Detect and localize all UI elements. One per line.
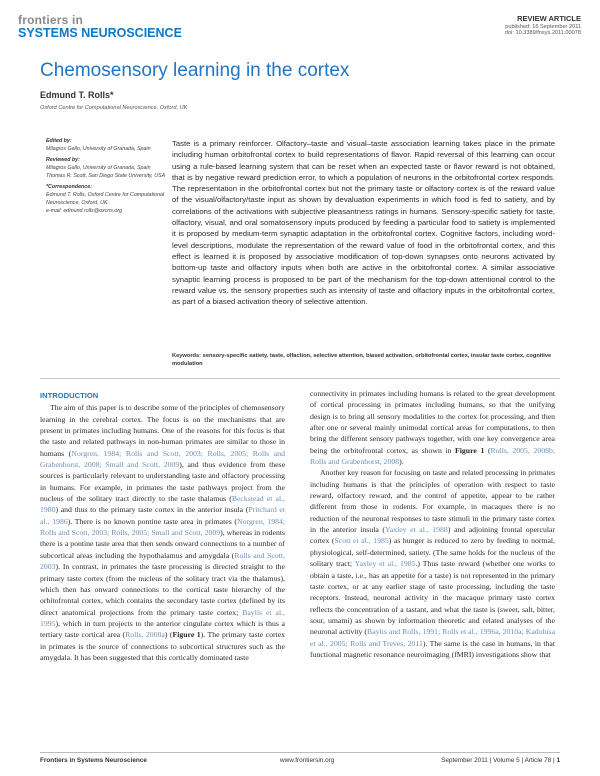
paragraph-1: The aim of this paper is to describe some of the principles of chemosensory learning in the cerebral cortex. The focus is on the mechanisms that are present in primates including humans. One of the reasons for this focus is that the taste and related pathways in non-human primates are similar to those in humans (Norgren, 1984; Rolls and Scott, 2003; Rolls, 2005; Rolls and Grabenhorst, 2008; Small and Scott, 2009), and thus evidence from these sources is particularly relevant to understanding taste and olfactory processing in humans. For example, in primates the taste pathways project from the nucleus of the solitary tract directly to the taste thalamus (Beckstead et al., 1980) and thus to the primary taste cortex in the anterior insula (Pritchard et al., 1986). There is no known pontine taste area in primates (Norgren, 1984; Rolls and Scott, 2003; Rolls, 2005; Small and Scott, 2009), whereas in rodents there is a pontine taste area that then sends onward connections to a number of subcortical areas including the hypothalamus and amygdala (Rolls and Scott, 2003). In contrast, in primates the taste processing is directed straight to the primary taste cortex (from the nucleus of the solitary tract via the thalamus), which then has onward connections to the cortical taste hierarchy of the orbitofrontal cortex, which contains the secondary taste cortex (defined by its direct anatomical projections from the primary taste cortex; Baylis et al., 1995), which in turn projects to the anterior cingulate cortex which is thus a tertiary taste cortical area (Rolls, 2008a) (Figure 1). The primary taste cortex in primates is the source of connections to subcortical structures such as the amygdala. It has been suggested that this cortically dominated taste bbox=[40, 403, 286, 662]
published-date: published: 16 September 2011 bbox=[505, 23, 581, 30]
citation-link[interactable]: Norgren, 1984; Rolls and Scott, 2003; Rolls, 2005; Rolls and Grabenhorst, 2008; Small and Scott, 2009 bbox=[40, 448, 285, 470]
editor-name: Milagros Gallo, University of Granada, Spain bbox=[46, 145, 151, 152]
footer-journal: Frontiers in Systems Neuroscience bbox=[40, 757, 147, 764]
keywords bbox=[172, 352, 555, 368]
citation-link[interactable]: Rolls, 2005, 2008b; Rolls and Grabenhorst, 2008 bbox=[310, 445, 555, 467]
editorial-sidebar bbox=[46, 138, 166, 218]
reviewed-by-label: Reviewed by: bbox=[46, 156, 80, 163]
citation-link[interactable]: Yaxley et al., 1988 bbox=[384, 525, 448, 535]
citation-link[interactable]: Beckstead et al., 1980 bbox=[40, 494, 285, 515]
footer-url[interactable]: www.frontiersin.org bbox=[280, 757, 335, 764]
keywords-label: Keywords: bbox=[172, 353, 202, 359]
keywords-list: sensory-specific satiety, taste, olfaction, selective attention, biased activation, orbitofrontal cortex, insular taste cortex, cognitive modulation bbox=[172, 353, 552, 367]
citation-link[interactable]: Baylis et al., 1995 bbox=[40, 607, 285, 628]
citation-link[interactable]: Scott et al., 1985 bbox=[334, 536, 389, 546]
reviewer-1: Milagros Gallo, University of Granada, Spain bbox=[46, 164, 151, 171]
article-meta bbox=[505, 15, 581, 36]
citation-link[interactable]: Rolls and Scott, 2003 bbox=[40, 550, 285, 572]
figure-link[interactable]: Figure 1 bbox=[172, 630, 201, 640]
abstract: Taste is a primary reinforcer. Olfactory–taste and visual–taste association learning takes place in the primate including human orbitofrontal cortex to build representations of flavor. Rapid reversal of this learning can occur using a rule-based learning system that can be reset when an expected taste or flavor reward is not obtained, that is by negative reward prediction error, to which a population of neurons in the orbitofrontal cortex responds. The representation in the orbitofrontal cortex but not the primary taste or olfactory cortex is of the reward value of the visual/olfactory/taste input as shown by devaluation experiments in which food is fed to satiety, and by correlations of the activations with subjective pleasantness ratings in humans. Sensory-specific satiety for taste, olfactory, visual, and oral somatosensory inputs produced by feeding a particular food to satiety is implemented it is proposed by medium-term synaptic adaptation in the orbitofrontal cortex. Cognitive factors, including word-level descriptions, modulate the representation of the reward value of food in the orbitofrontal cortex, and this effect is learned it is proposed by associative modification of top-down synapses onto neurons activated by bottom-up taste and olfactory inputs when both are active in the orbitofrontal cortex. A similar associative synaptic learning process is proposed to be part of the mechanism for the top-down attentional control to the reward value vs. the sensory properties such as intensity of taste and olfactory inputs in the orbitofrontal cortex, as part of a biased activation theory of selective attention. bbox=[172, 139, 555, 307]
citation-link[interactable]: Norgren, 1984; Rolls and Scott, 2003; Rolls, 2005; Small and Scott, 2009 bbox=[40, 516, 286, 538]
author-name[interactable]: Edmund T. Rolls* bbox=[40, 90, 114, 100]
body-column-left bbox=[40, 390, 285, 663]
footer-issue: September 2011 | Volume 5 | Article 78 | 1 bbox=[441, 757, 560, 764]
doi-link[interactable]: doi: 10.3389/fnsys.2011.00078 bbox=[504, 30, 581, 37]
footer-rule bbox=[40, 752, 560, 753]
author-affiliation: Oxford Centre for Computational Neuroscience, Oxford, UK bbox=[40, 105, 188, 111]
correspondence-label: *Correspondence: bbox=[46, 183, 92, 190]
correspondence-address: Edmund T. Rolls, Oxford Centre for Computational Neuroscience, Oxford, UK. bbox=[46, 191, 165, 206]
journal-logo-line1: frontiers in bbox=[18, 13, 84, 27]
section-heading-introduction: INTRODUCTION bbox=[40, 391, 99, 400]
body-column-right bbox=[310, 388, 555, 660]
section-divider bbox=[40, 378, 560, 379]
correspondence-email[interactable]: e-mail: edmund.rolls@oxcns.org bbox=[46, 207, 123, 214]
citation-link[interactable]: Baylis and Rolls, 1991; Rolls et al., 1996a, 2010a; Kadohisa et al., 2005; Rolls and Treves, 2011 bbox=[310, 627, 556, 648]
figure-link[interactable]: Figure 1 bbox=[455, 445, 485, 455]
journal-logo[interactable] bbox=[18, 14, 182, 40]
article-title: Chemosensory learning in the cortex bbox=[40, 60, 350, 81]
article-type: REVIEW ARTICLE bbox=[517, 14, 581, 23]
reviewer-2: Thomas R. Scott, San Diego State University, USA bbox=[46, 172, 166, 179]
page-number: 1 bbox=[556, 757, 560, 764]
edited-by-label: Edited by: bbox=[46, 138, 72, 144]
journal-logo-line2: SYSTEMS NEUROSCIENCE bbox=[18, 26, 182, 40]
citation-link[interactable]: Pritchard et al., 1986 bbox=[40, 505, 285, 526]
paragraph-1-cont: connectivity in primates including humans is related to the great development of cortical processing in primates including humans, so that the unifying design is to bring all sensory modalities to the cortex for processing, and then after one or several mainly unimodal cortical areas for computations, to then bring the different sensory pathways together, with one key convergence area being the orbitofrontal cortex, as shown in Figure 1 (Rolls, 2005, 2008b; Rolls and Grabenhorst, 2008). bbox=[310, 389, 555, 467]
citation-link[interactable]: Rolls, 2008a bbox=[125, 630, 165, 640]
citation-link[interactable]: Yaxley et al., 1985 bbox=[354, 559, 416, 569]
paragraph-2: Another key reason for focusing on taste and related processing in primates including humans is that the principles of operation with respect to taste reward, olfactory reward, and the control of appetite, appear to be rather different from those in rodents. For example, in macaques there is no reduction of the neuronal responses to taste stimuli in the primary taste cortex in the anterior insula (Yaxley et al., 1988) and adjoining frontal opercular cortex (Scott et al., 1985) as hunger is reduced to zero by feeding to normal, physiological, self-determined, satiety. (The same holds for the nucleus of the solitary tract; Yaxley et al., 1985.) Thus taste reward (whether one works to obtain a taste, i.e., has an appetite for a taste) is not represented in the primary taste cortex, or at any earlier stage of taste processing, including the taste receptors. Instead, neuronal activity in the macaque primary taste cortex reflects the concentration of a tastant, and what the taste is (sweet, salt, bitter, sour, umami) as shown by information theoretic and related analyses of the neuronal activity (Baylis and Rolls, 1991; Rolls et al., 1996a, 2010a; Kadohisa et al., 2005; Rolls and Treves, 2011). The same is the case in humans, in that functional magnetic resonance neuroimaging (fMRI) investigations show that bbox=[310, 468, 556, 659]
